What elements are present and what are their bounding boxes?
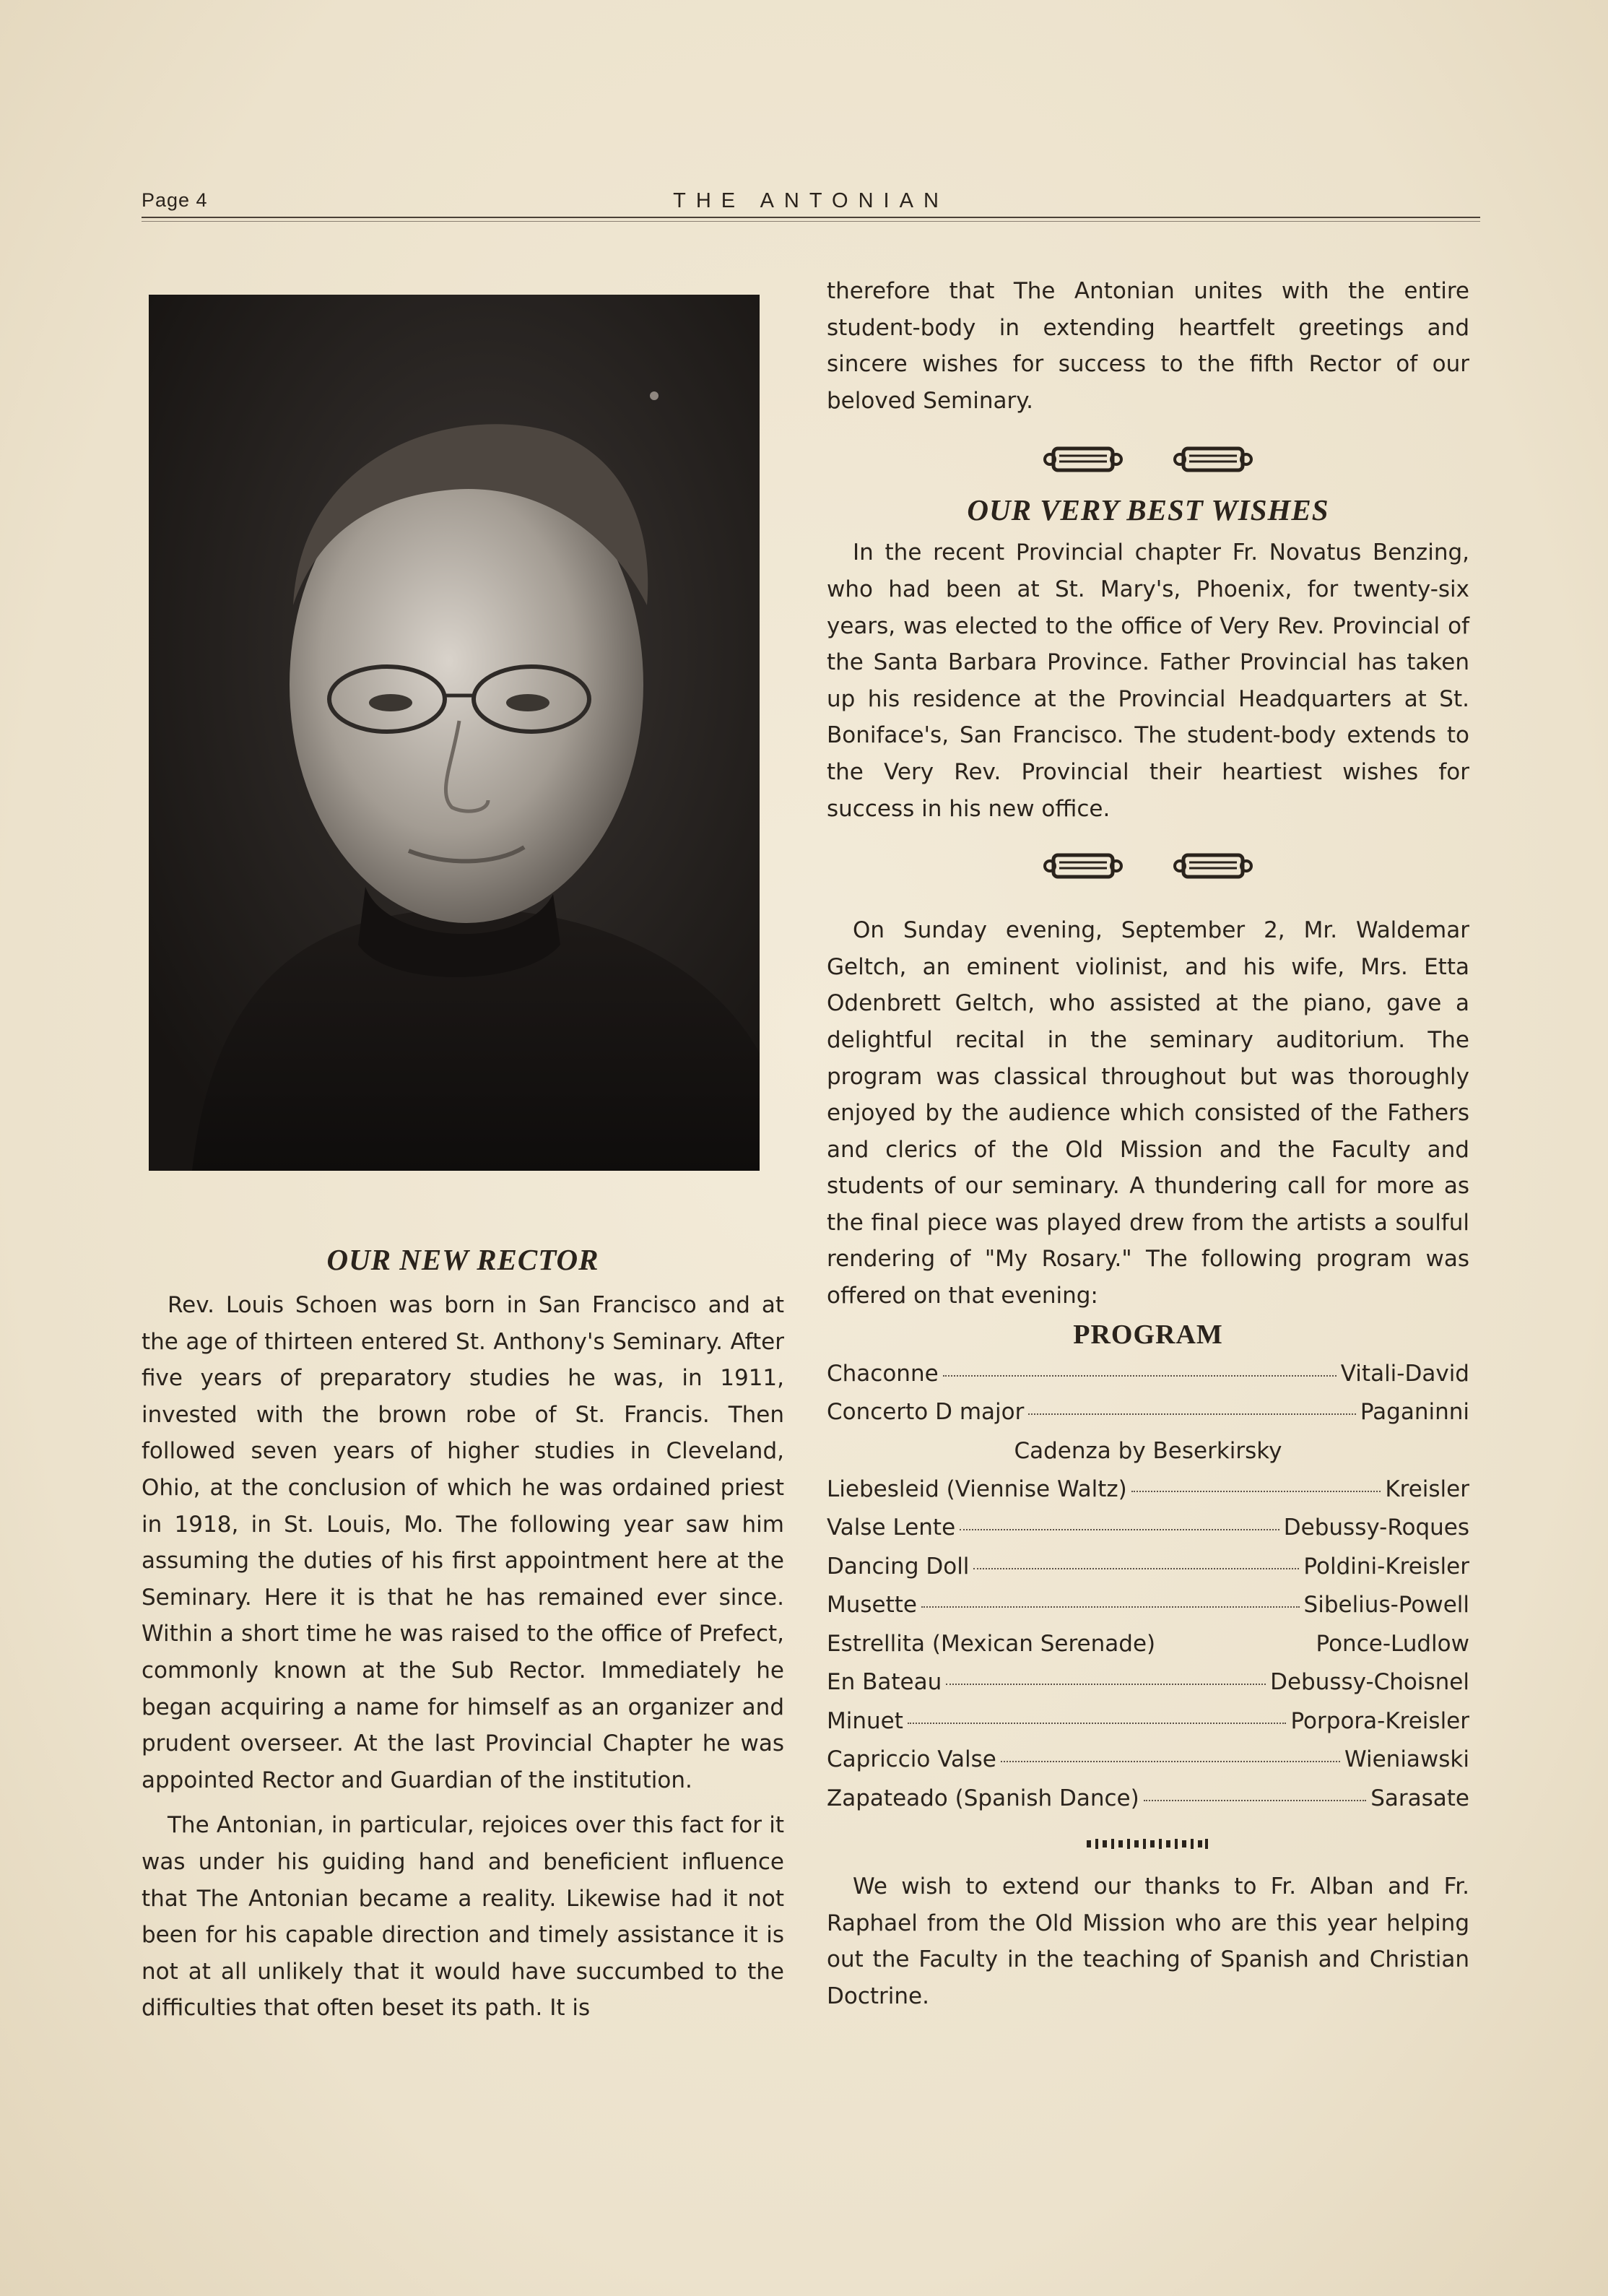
rector-portrait-photo <box>149 295 760 1171</box>
wishes-section-title: OUR VERY BEST WISHES <box>967 493 1329 527</box>
program-composer: Vitali-David <box>1340 1360 1469 1387</box>
program-piece: Liebesleid (Viennise Waltz) <box>827 1476 1127 1502</box>
program-piece: En Bateau <box>827 1669 942 1696</box>
program-piece: Valse Lente <box>827 1515 956 1541</box>
left-column <box>142 1242 784 2027</box>
program-piece: Zapateado (Spanish Dance) <box>827 1785 1139 1811</box>
program-piece: Chaconne <box>827 1360 939 1387</box>
page-number: Page 4 <box>142 189 208 211</box>
leader-dots <box>1001 1761 1340 1762</box>
program-item <box>827 1509 1469 1548</box>
program-item <box>827 1780 1469 1819</box>
leader-dots <box>921 1606 1300 1608</box>
leader-dots <box>943 1375 1337 1377</box>
program-composer: Wieniawski <box>1344 1746 1469 1773</box>
rector-paragraph-2: The Antonian, in particular, rejoices over this fact for it was under his guiding hand and beneficient influence that The Antonian became a reality. Likewise had it not been for his capable direction and timely assistance it is not at all unlikely that it would have succumbed to the difficulties that often beset its path. It is <box>142 1812 784 2022</box>
rector-section-title: OUR NEW RECTOR <box>326 1243 599 1276</box>
program-item <box>827 1625 1469 1664</box>
header-rule <box>142 217 1480 218</box>
program-composer: Kreisler <box>1385 1476 1469 1502</box>
header-rule-thin <box>142 221 1480 222</box>
small-ornament-divider <box>827 1829 1469 1858</box>
program-item <box>827 1586 1469 1625</box>
leader-dots <box>960 1529 1279 1530</box>
leader-dots <box>1028 1413 1356 1415</box>
leader-dots <box>908 1723 1287 1724</box>
program-piece: Concerto D major <box>827 1399 1025 1426</box>
program-piece: Capriccio Valse <box>827 1746 996 1773</box>
scroll-ornament-icon <box>1043 849 1123 883</box>
thanks-paragraph: We wish to extend our thanks to Fr. Alban and Fr. Raphael from the Old Mission who are this year helping out the Faculty in the teaching of Spanish and Christian Doctrine. <box>827 1873 1469 2009</box>
program-item <box>827 1470 1469 1509</box>
rector-paragraph-1: Rev. Louis Schoen was born in San Francisco and at the age of thirteen entered St. Anthony's Seminary. After five years of preparatory studies he was, in 1911, invested with the brown robe of St. Francis. Then followed seven years of higher studies in Cleveland, Ohio, at the conclusion of which he was ordained priest in 1918, in St. Louis, Mo. The following year saw him assuming the duties of his first appointment here at the Seminary. Here it is that he has remained ever since. Within a short time he was raised to the office of Prefect, commonly known at the Sub Rector. Immediately he began acquiring a name for himself as an organizer and prudent overseer. At the last Provincial Chapter he was appointed Rector and Guardian of the institution. <box>142 1292 784 1793</box>
program-composer: Debussy-Choisnel <box>1270 1669 1469 1696</box>
program-piece: Dancing Doll <box>827 1553 970 1580</box>
program-composer: Paganinni <box>1360 1399 1469 1426</box>
program-list <box>827 1355 1469 1819</box>
program-cadenza-note: Cadenza by Beserkirsky <box>1014 1437 1282 1464</box>
program-composer: Ponce-Ludlow <box>1316 1630 1469 1657</box>
rector-paragraph-3: therefore that The Antonian unites with the entire student-body in extending heartfelt greetings and sincere wishes for success to the fifth Rector of our beloved Seminary. <box>827 278 1469 414</box>
program-piece: Minuet <box>827 1707 903 1734</box>
program-composer: Porpora-Kreisler <box>1290 1707 1469 1734</box>
leader-dots <box>946 1684 1266 1685</box>
program-item <box>827 1702 1469 1741</box>
scroll-ornament-icon <box>1173 849 1253 883</box>
recital-paragraph: On Sunday evening, September 2, Mr. Waldemar Geltch, an eminent violinist, and his wife, Mrs. Etta Odenbrett Geltch, who assisted at the piano, gave a delightful recital in the seminary auditorium. The program was classical throughout but was thoroughly enjoyed by the audience which consisted of the Fathers and clerics of the Old Mission and the Faculty and students of our seminary. A thundering call for more as the final piece was played drew from the artists a soulful rendering of "My Rosary." The following program was offered on that evening: <box>827 917 1469 1309</box>
program-item <box>827 1663 1469 1702</box>
portrait-photo-icon <box>149 295 760 1171</box>
program-piece: Estrellita (Mexican Serenade) <box>827 1630 1156 1657</box>
leader-dots <box>973 1568 1299 1569</box>
wishes-paragraph: In the recent Provincial chapter Fr. Novatus Benzing, who had been at St. Mary's, Phoenix, for twenty-six years, was elected to the office of Very Rev. Provincial of the Santa Barbara Province. Father Provincial has taken up his residence at the Provincial Headquarters at St. Boniface's, San Francisco. The student-body extends to the Very Rev. Provincial their heartiest wishes for success in his new office. <box>827 540 1469 822</box>
program-composer: Sarasate <box>1370 1785 1469 1811</box>
program-composer: Poldini-Kreisler <box>1303 1553 1469 1580</box>
program-item <box>827 1548 1469 1587</box>
program-piece: Musette <box>827 1592 917 1619</box>
right-column <box>827 273 1469 2015</box>
program-title: PROGRAM <box>1073 1319 1223 1350</box>
leader-dots <box>1144 1800 1366 1801</box>
scroll-ornament-icon <box>1043 443 1123 476</box>
masthead-title: THE ANTONIAN <box>673 189 949 212</box>
rule-ornament-icon <box>1087 1838 1209 1850</box>
program-item <box>827 1393 1469 1432</box>
program-item <box>827 1741 1469 1780</box>
program-composer: Debussy-Roques <box>1283 1515 1469 1541</box>
ornament-divider <box>827 438 1469 481</box>
page-header <box>142 189 1480 218</box>
program-item <box>827 1355 1469 1394</box>
leader-dots <box>1131 1491 1381 1492</box>
scroll-ornament-icon <box>1173 443 1253 476</box>
program-composer: Sibelius-Powell <box>1303 1592 1469 1619</box>
ornament-divider <box>827 844 1469 888</box>
